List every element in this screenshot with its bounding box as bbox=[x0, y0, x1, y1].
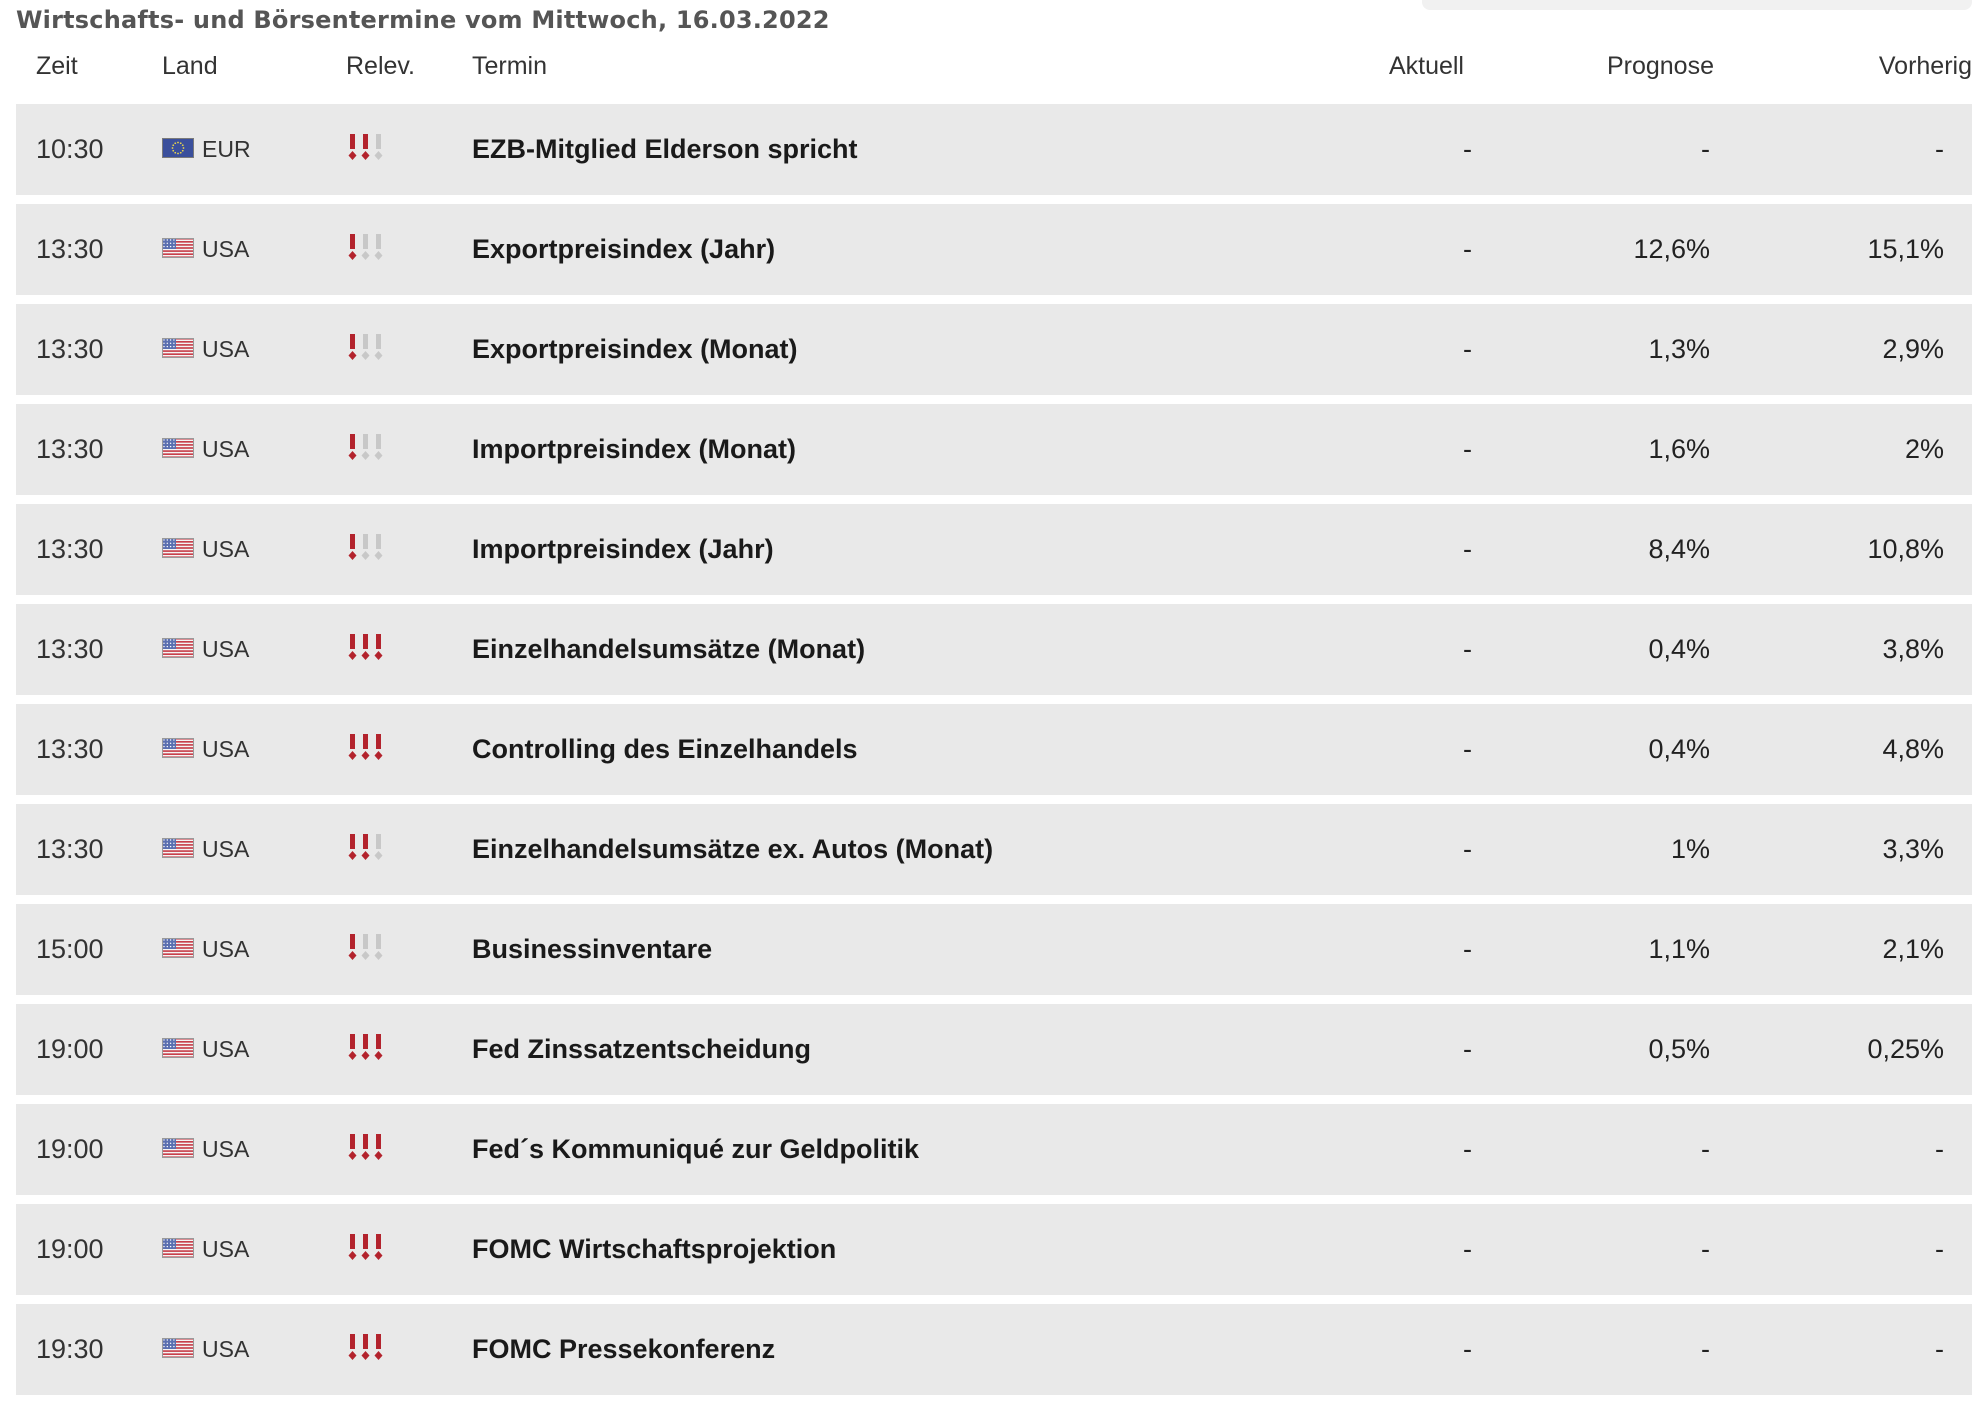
event-time: 19:00 bbox=[36, 1034, 104, 1064]
table-row[interactable] bbox=[16, 1004, 1972, 1095]
event-time: 13:30 bbox=[36, 634, 104, 664]
us-flag-icon bbox=[162, 1338, 194, 1358]
relevance-mark-inactive-icon bbox=[362, 234, 370, 260]
relevance-indicator bbox=[346, 333, 386, 363]
top-right-panel bbox=[1422, 0, 1972, 10]
column-header-forecast: Prognose bbox=[1606, 52, 1714, 80]
actual-value: - bbox=[1463, 734, 1472, 764]
previous-value: 4,8% bbox=[1882, 734, 1944, 764]
column-header-relevance: Relev. bbox=[346, 52, 416, 80]
relevance-mark-inactive-icon bbox=[362, 434, 370, 460]
relevance-mark-active-icon bbox=[362, 1234, 370, 1260]
relevance-indicator bbox=[346, 833, 386, 863]
country-flag bbox=[162, 634, 194, 656]
country-code: USA bbox=[202, 436, 250, 462]
previous-value: 2,1% bbox=[1882, 934, 1944, 964]
relevance-mark-active-icon bbox=[375, 1234, 383, 1260]
relevance-mark-active-icon bbox=[349, 1234, 357, 1260]
previous-value: - bbox=[1935, 1334, 1944, 1364]
event-time: 13:30 bbox=[36, 734, 104, 764]
forecast-value: - bbox=[1701, 1334, 1710, 1364]
forecast-value: 0,4% bbox=[1648, 734, 1710, 764]
relevance-mark-active-icon bbox=[362, 634, 370, 660]
relevance-mark-inactive-icon bbox=[362, 934, 370, 960]
event-name[interactable]: Fed Zinssatzentscheidung bbox=[472, 1034, 812, 1064]
forecast-value: 1% bbox=[1670, 834, 1710, 864]
actual-value: - bbox=[1463, 1034, 1472, 1064]
us-flag-icon bbox=[162, 538, 194, 558]
relevance-mark-active-icon bbox=[349, 834, 357, 860]
us-flag-icon bbox=[162, 838, 194, 858]
relevance-mark-active-icon bbox=[349, 334, 357, 360]
actual-value: - bbox=[1463, 634, 1472, 664]
country-flag bbox=[162, 134, 194, 156]
country-flag bbox=[162, 834, 194, 856]
table-row[interactable] bbox=[16, 1304, 1972, 1395]
us-flag-icon bbox=[162, 438, 194, 458]
column-header-time: Zeit bbox=[36, 52, 78, 80]
country-code: USA bbox=[202, 1336, 250, 1362]
column-header-event: Termin bbox=[472, 52, 548, 80]
relevance-indicator bbox=[346, 1033, 386, 1063]
previous-value: 2,9% bbox=[1882, 334, 1944, 364]
country-code: USA bbox=[202, 1036, 250, 1062]
event-name[interactable]: Businessinventare bbox=[472, 934, 713, 964]
actual-value: - bbox=[1463, 1234, 1472, 1264]
country-code: EUR bbox=[202, 136, 251, 162]
event-time: 13:30 bbox=[36, 234, 104, 264]
relevance-indicator bbox=[346, 1233, 386, 1263]
forecast-value: - bbox=[1701, 134, 1710, 164]
relevance-mark-active-icon bbox=[349, 134, 357, 160]
relevance-indicator bbox=[346, 733, 386, 763]
actual-value: - bbox=[1463, 834, 1472, 864]
table-row[interactable] bbox=[16, 904, 1972, 995]
column-header-actual: Aktuell bbox=[1388, 52, 1464, 80]
event-name[interactable]: FOMC Wirtschaftsprojektion bbox=[472, 1234, 837, 1264]
relevance-mark-active-icon bbox=[362, 1034, 370, 1060]
relevance-mark-active-icon bbox=[362, 1134, 370, 1160]
table-row[interactable] bbox=[16, 104, 1972, 195]
relevance-mark-inactive-icon bbox=[362, 534, 370, 560]
us-flag-icon bbox=[162, 638, 194, 658]
country-code: USA bbox=[202, 536, 250, 562]
eu-flag-icon bbox=[162, 138, 194, 158]
previous-value: 3,3% bbox=[1882, 834, 1944, 864]
relevance-mark-active-icon bbox=[349, 934, 357, 960]
previous-value: - bbox=[1935, 1234, 1944, 1264]
table-row[interactable] bbox=[16, 1204, 1972, 1295]
event-name[interactable]: EZB-Mitglied Elderson spricht bbox=[472, 134, 858, 164]
forecast-value: - bbox=[1701, 1134, 1710, 1164]
forecast-value: 12,6% bbox=[1633, 234, 1710, 264]
event-name[interactable]: FOMC Pressekonferenz bbox=[472, 1334, 776, 1364]
country-code: USA bbox=[202, 636, 250, 662]
event-time: 13:30 bbox=[36, 334, 104, 364]
event-name[interactable]: Controlling des Einzelhandels bbox=[472, 734, 858, 764]
relevance-mark-active-icon bbox=[362, 1334, 370, 1360]
relevance-mark-active-icon bbox=[349, 534, 357, 560]
relevance-mark-active-icon bbox=[349, 1134, 357, 1160]
event-time: 19:00 bbox=[36, 1134, 104, 1164]
relevance-mark-inactive-icon bbox=[375, 934, 383, 960]
actual-value: - bbox=[1463, 1334, 1472, 1364]
event-time: 13:30 bbox=[36, 834, 104, 864]
event-time: 10:30 bbox=[36, 134, 104, 164]
table-header bbox=[16, 50, 1972, 86]
forecast-value: 0,5% bbox=[1648, 1034, 1710, 1064]
table-row[interactable] bbox=[16, 1104, 1972, 1195]
country-flag bbox=[162, 334, 194, 356]
relevance-mark-inactive-icon bbox=[375, 834, 383, 860]
relevance-indicator bbox=[346, 1133, 386, 1163]
previous-value: 10,8% bbox=[1867, 534, 1944, 564]
relevance-mark-inactive-icon bbox=[375, 434, 383, 460]
us-flag-icon bbox=[162, 738, 194, 758]
forecast-value: 1,3% bbox=[1648, 334, 1710, 364]
us-flag-icon bbox=[162, 338, 194, 358]
country-code: USA bbox=[202, 1136, 250, 1162]
event-name[interactable]: Einzelhandelsumsätze ex. Autos (Monat) bbox=[472, 834, 994, 864]
country-code: USA bbox=[202, 936, 250, 962]
relevance-mark-inactive-icon bbox=[362, 334, 370, 360]
relevance-indicator bbox=[346, 533, 386, 563]
relevance-mark-active-icon bbox=[362, 134, 370, 160]
relevance-indicator bbox=[346, 1333, 386, 1363]
event-time: 15:00 bbox=[36, 934, 104, 964]
relevance-indicator bbox=[346, 633, 386, 663]
event-time: 19:00 bbox=[36, 1234, 104, 1264]
table-row[interactable] bbox=[16, 304, 1972, 395]
previous-value: 3,8% bbox=[1882, 634, 1944, 664]
previous-value: 0,25% bbox=[1867, 1034, 1944, 1064]
relevance-mark-active-icon bbox=[375, 634, 383, 660]
country-flag bbox=[162, 234, 194, 256]
event-name[interactable]: Exportpreisindex (Jahr) bbox=[472, 234, 776, 264]
relevance-mark-active-icon bbox=[349, 634, 357, 660]
relevance-mark-inactive-icon bbox=[375, 334, 383, 360]
event-name[interactable]: Importpreisindex (Jahr) bbox=[472, 534, 774, 564]
country-code: USA bbox=[202, 1236, 250, 1262]
event-table bbox=[16, 104, 1972, 1404]
column-header-country: Land bbox=[162, 52, 218, 80]
us-flag-icon bbox=[162, 1138, 194, 1158]
relevance-mark-active-icon bbox=[375, 1034, 383, 1060]
actual-value: - bbox=[1463, 434, 1472, 464]
event-time: 13:30 bbox=[36, 434, 104, 464]
forecast-value: - bbox=[1701, 1234, 1710, 1264]
country-flag bbox=[162, 734, 194, 756]
relevance-mark-active-icon bbox=[349, 1334, 357, 1360]
event-name[interactable]: Exportpreisindex (Monat) bbox=[472, 334, 798, 364]
forecast-value: 8,4% bbox=[1648, 534, 1710, 564]
table-row[interactable] bbox=[16, 604, 1972, 695]
table-row[interactable] bbox=[16, 204, 1972, 295]
event-time: 19:30 bbox=[36, 1334, 104, 1364]
relevance-indicator bbox=[346, 433, 386, 463]
table-row[interactable] bbox=[16, 504, 1972, 595]
us-flag-icon bbox=[162, 938, 194, 958]
previous-value: 2% bbox=[1904, 434, 1944, 464]
country-flag bbox=[162, 1134, 194, 1156]
relevance-mark-inactive-icon bbox=[375, 234, 383, 260]
us-flag-icon bbox=[162, 238, 194, 258]
country-code: USA bbox=[202, 336, 250, 362]
country-code: USA bbox=[202, 836, 250, 862]
actual-value: - bbox=[1463, 534, 1472, 564]
actual-value: - bbox=[1463, 934, 1472, 964]
forecast-value: 0,4% bbox=[1648, 634, 1710, 664]
previous-value: - bbox=[1935, 134, 1944, 164]
country-code: USA bbox=[202, 736, 250, 762]
country-flag bbox=[162, 934, 194, 956]
us-flag-icon bbox=[162, 1038, 194, 1058]
table-row[interactable] bbox=[16, 704, 1972, 795]
previous-value: 15,1% bbox=[1867, 234, 1944, 264]
event-name[interactable]: Importpreisindex (Monat) bbox=[472, 434, 797, 464]
relevance-indicator bbox=[346, 233, 386, 263]
relevance-mark-active-icon bbox=[375, 1134, 383, 1160]
country-flag bbox=[162, 1034, 194, 1056]
previous-value: - bbox=[1935, 1134, 1944, 1164]
country-code: USA bbox=[202, 236, 250, 262]
forecast-value: 1,6% bbox=[1648, 434, 1710, 464]
event-time: 13:30 bbox=[36, 534, 104, 564]
actual-value: - bbox=[1463, 334, 1472, 364]
relevance-mark-active-icon bbox=[349, 234, 357, 260]
relevance-mark-active-icon bbox=[362, 734, 370, 760]
relevance-mark-active-icon bbox=[349, 1034, 357, 1060]
relevance-indicator bbox=[346, 133, 386, 163]
column-header-previous: Vorherig bbox=[1878, 52, 1972, 80]
relevance-mark-active-icon bbox=[375, 734, 383, 760]
actual-value: - bbox=[1463, 234, 1472, 264]
country-flag bbox=[162, 434, 194, 456]
event-name[interactable]: Einzelhandelsumsätze (Monat) bbox=[472, 634, 866, 664]
table-row[interactable] bbox=[16, 804, 1972, 895]
relevance-mark-active-icon bbox=[375, 1334, 383, 1360]
relevance-mark-active-icon bbox=[362, 834, 370, 860]
forecast-value: 1,1% bbox=[1648, 934, 1710, 964]
country-flag bbox=[162, 1334, 194, 1356]
table-row[interactable] bbox=[16, 404, 1972, 495]
relevance-indicator bbox=[346, 933, 386, 963]
relevance-mark-active-icon bbox=[349, 734, 357, 760]
country-flag bbox=[162, 1234, 194, 1256]
relevance-mark-active-icon bbox=[349, 434, 357, 460]
page-title: Wirtschafts- und Börsentermine vom Mittwoch, 16.03.2022 bbox=[16, 6, 830, 34]
event-name[interactable]: Fed´s Kommuniqué zur Geldpolitik bbox=[472, 1134, 920, 1164]
us-flag-icon bbox=[162, 1238, 194, 1258]
actual-value: - bbox=[1463, 1134, 1472, 1164]
country-flag bbox=[162, 534, 194, 556]
relevance-mark-inactive-icon bbox=[375, 134, 383, 160]
actual-value: - bbox=[1463, 134, 1472, 164]
relevance-mark-inactive-icon bbox=[375, 534, 383, 560]
